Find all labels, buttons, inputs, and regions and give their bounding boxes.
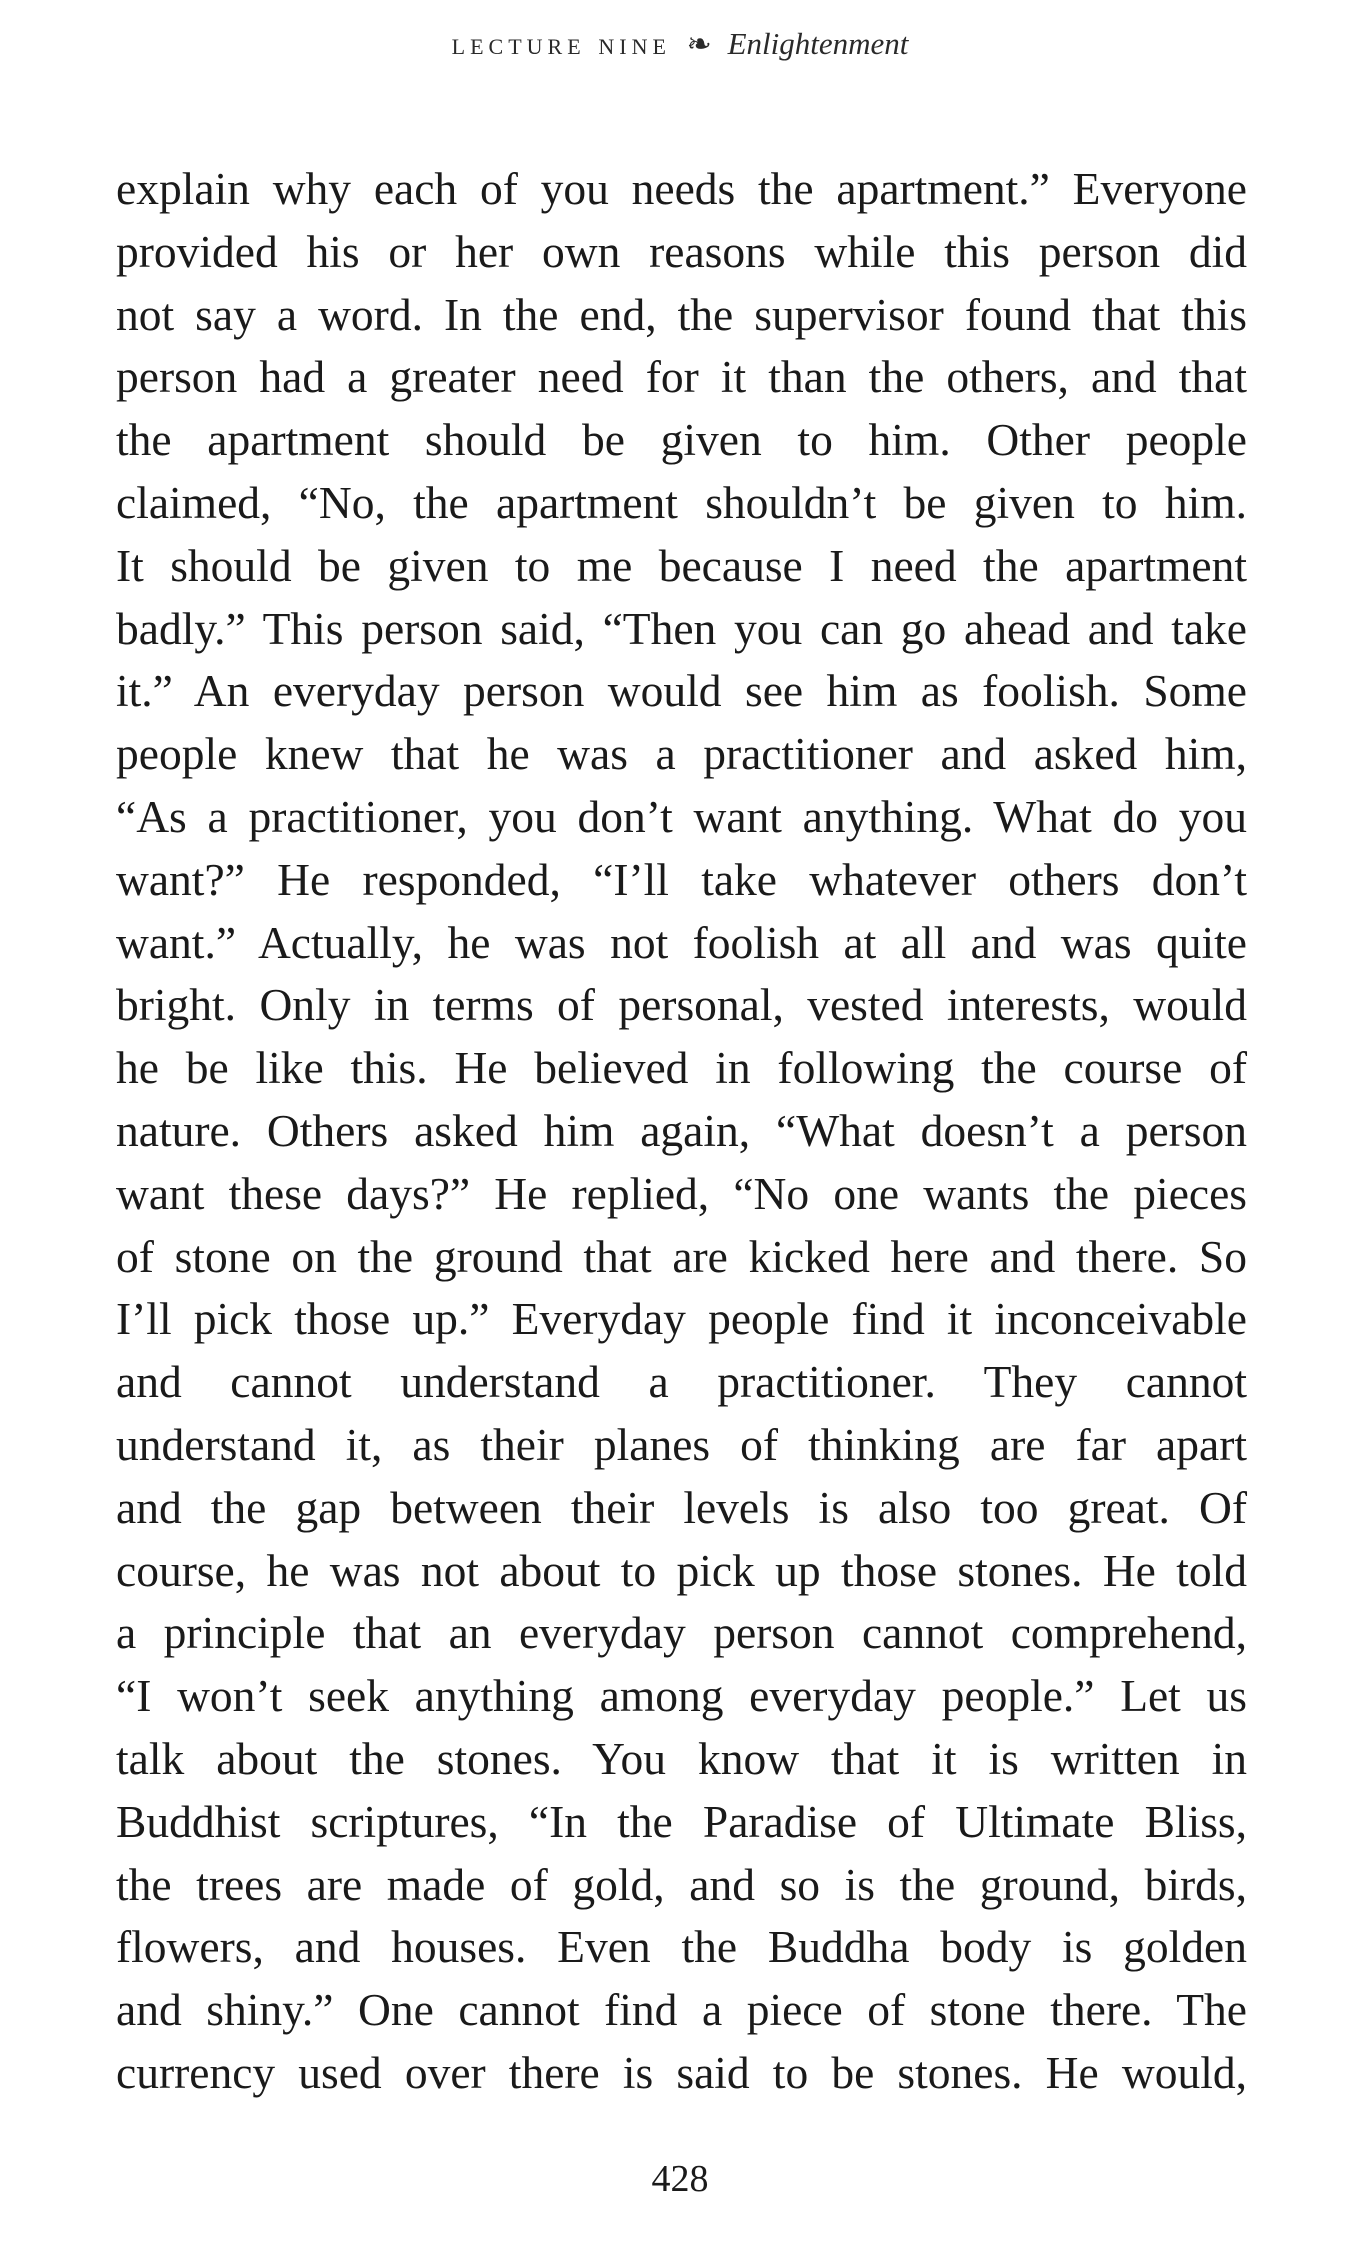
text-line: “As a practitioner, you don’t want anything. What do you	[116, 790, 1247, 842]
text-line: not say a word. In the end, the supervisor found that this	[116, 288, 1247, 340]
text-line: want?” He responded, “I’ll take whatever others don’t	[116, 853, 1247, 905]
text-line: “I won’t seek anything among everyday people.” Let us	[116, 1670, 1247, 1722]
text-line: the trees are made of gold, and so is the ground, birds,	[116, 1858, 1247, 1910]
text-line: provided his or her own reasons while this person did	[116, 225, 1247, 277]
text-line: it.” An everyday person would see him as foolish. Some	[116, 665, 1247, 717]
text-line: course, he was not about to pick up those stones. He told	[116, 1544, 1247, 1596]
text-line: people knew that he was a practitioner and asked him,	[116, 728, 1247, 780]
text-line: claimed, “No, the apartment shouldn’t be given to him.	[116, 476, 1247, 528]
text-line: want these days?” He replied, “No one wants the pieces	[116, 1167, 1247, 1219]
text-line: of stone on the ground that are kicked here and there. So	[116, 1230, 1247, 1282]
text-line: bright. Only in terms of personal, vested interests, would	[116, 979, 1247, 1031]
text-line: It should be given to me because I need the apartment	[116, 539, 1247, 591]
chapter-title: Enlightenment	[727, 26, 909, 61]
text-line: person had a greater need for it than the others, and that	[116, 351, 1247, 403]
running-head	[0, 26, 1360, 62]
text-line: a principle that an everyday person cannot comprehend,	[116, 1607, 1247, 1659]
fleuron-icon: ❧	[686, 28, 712, 61]
text-line: currency used over there is said to be stones. He would,	[116, 2046, 1247, 2098]
text-line: want.” Actually, he was not foolish at all and was quite	[116, 916, 1247, 968]
body-text	[116, 158, 1247, 2105]
text-line: nature. Others asked him again, “What doesn’t a person	[116, 1104, 1247, 1156]
text-line: and the gap between their levels is also too great. Of	[116, 1481, 1247, 1533]
text-line: the apartment should be given to him. Other people	[116, 414, 1247, 466]
text-line: badly.” This person said, “Then you can go ahead and take	[116, 602, 1247, 654]
text-line: Buddhist scriptures, “In the Paradise of Ultimate Bliss,	[116, 1795, 1247, 1847]
text-line: understand it, as their planes of thinking are far apart	[116, 1418, 1247, 1470]
lecture-label: lecture nine	[451, 26, 671, 61]
text-line: I’ll pick those up.” Everyday people find it inconceivable	[116, 1293, 1247, 1345]
text-line: explain why each of you needs the apartment.” Everyone	[116, 163, 1247, 214]
text-line: and shiny.” One cannot find a piece of stone there. The	[116, 1984, 1247, 2036]
page-number: 428	[651, 2158, 709, 2200]
text-line: and cannot understand a practitioner. They cannot	[116, 1356, 1247, 1408]
text-line: flowers, and houses. Even the Buddha body is golden	[116, 1921, 1247, 1973]
text-line: he be like this. He believed in following the course of	[116, 1042, 1247, 1094]
text-line: talk about the stones. You know that it is written in	[116, 1732, 1247, 1784]
